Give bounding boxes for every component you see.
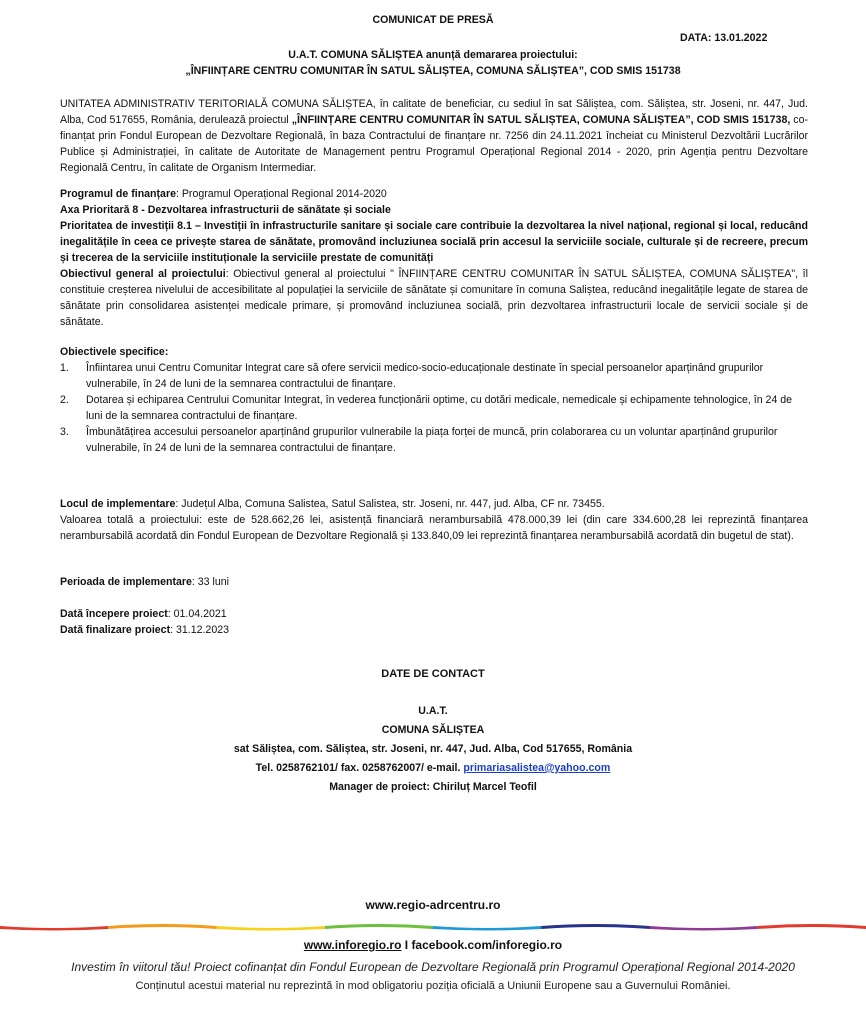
stripe-segment bbox=[108, 924, 216, 929]
period-label: Perioada de implementare bbox=[60, 576, 192, 588]
general-objective bbox=[60, 266, 808, 330]
implementation-place-value: : Județul Alba, Comuna Salistea, Satul Salistea, str. Joseni, nr. 447, jud. Alba, CF nr. 73455. bbox=[175, 498, 605, 510]
list-item bbox=[60, 392, 808, 424]
list-item-number: 1. bbox=[60, 362, 69, 374]
stripe-segment bbox=[433, 926, 541, 931]
footer-slogan: Investim în viitorul tău! Proiect cofinanțat din Fondul European de Dezvoltare Regională prin Programul Operațional Regional 2014-2020 bbox=[71, 960, 795, 974]
implementation-period bbox=[60, 574, 229, 590]
implementation-section bbox=[60, 496, 808, 544]
document-subtitle bbox=[0, 47, 866, 79]
footer-disclaimer: Conținutul acestui material nu reprezintă în mod obligatoriu poziția oficială a Uniunii Europene sau a Guvernului României. bbox=[135, 980, 731, 992]
general-objective-value: : Obiectivul general al proiectului " ÎNFIINȚARE CENTRU COMUNITAR ÎN SATUL SĂLIȘTEA, COMUNA SĂLIȘTEA", îl constituie creșterea nivelului de accesibilitate al populației la serviciile de sănătate și comunitare în comuna Saliștea, reducând inegalitățile legate de starea de sănătate prin consolidarea asistenței medicale primare, și promovând incluziunea socială, prin dezvoltarea infrastructurii locale de servicii sociale și de sănătate. bbox=[60, 268, 808, 328]
facebook-link[interactable]: facebook.com/inforegio.ro bbox=[411, 938, 563, 952]
list-item-text: Înfiintarea unui Centru Comunitar Integrat care să ofere servicii medico-socio-educaționale destinate în special persoanelor aparținând grupurilor vulnerabile, în 24 de luni de la semnarea contractului de finanțare. bbox=[86, 362, 764, 390]
specific-objectives bbox=[60, 344, 808, 456]
stripe-segment bbox=[541, 924, 649, 929]
subtitle-line-1: U.A.T. COMUNA SĂLIȘTEA anunță demararea proiectului: bbox=[288, 49, 578, 61]
subtitle-line-2: „ÎNFIINȚARE CENTRU COMUNITAR ÎN SATUL SĂLIȘTEA, COMUNA SĂLIȘTEA”, COD SMIS 151738 bbox=[185, 65, 681, 77]
intro-paragraph bbox=[60, 96, 808, 176]
document-title: COMUNICAT DE PRESĂ bbox=[372, 14, 494, 26]
inforegio-link[interactable]: www.inforegio.ro bbox=[303, 938, 402, 952]
contact-heading: DATE DE CONTACT bbox=[381, 668, 485, 680]
intro-text-2: co-finanțat prin Fondul European de Dezvoltare Regională, în baza Contractului de finanțare nr. 7256 din 24.11.2021 încheiat cu Ministerul Dezvoltării Lucrărilor Publice și Administrației, în calitate de Autoritate de Management pentru Programul Operațional Regional 2014 - 2020, prin Agenția pentru Dezvoltare Regională Centru, în calitate de Organism Intermediar. bbox=[60, 114, 808, 174]
color-stripe bbox=[0, 920, 866, 932]
specific-objectives-heading: Obiectivele specifice: bbox=[60, 346, 169, 358]
footer-links bbox=[0, 938, 866, 952]
list-item-text: Îmbunătățirea accesului persoanelor aparținând grupurilor vulnerabile la piața forței de muncă, prin colaborarea cu un voluntar aparținând grupurilor vulnerabile, în 24 de luni de la semnarea contractului de finanțare. bbox=[86, 426, 778, 454]
contact-address: sat Săliștea, com. Săliștea, str. Joseni, nr. 447, Jud. Alba, Cod 517655, România bbox=[233, 743, 633, 755]
footer-link-separator: I bbox=[401, 938, 412, 952]
contact-phone bbox=[0, 759, 866, 778]
end-date-label: Dată finalizare proiect bbox=[60, 624, 171, 636]
implementation-place-label: Locul de implementare bbox=[60, 498, 176, 510]
general-objective-label: Obiectivul general al proiectului bbox=[60, 268, 226, 280]
stripe-segment bbox=[0, 926, 108, 931]
start-date bbox=[60, 606, 229, 622]
project-value: Valoarea totală a proiectului: este de 528.662,26 lei, asistență financiară nerambursabilă 478.000,39 lei (din care 334.600,28 lei reprezintă finanțarea nerambursabilă acordată din Fondul European de Dezvoltare Regională și 133.840,09 lei reprezintă finanțarea nerambursabilă acordată din bugetul de stat). bbox=[60, 514, 808, 542]
end-date-value: : 31.12.2023 bbox=[170, 624, 230, 636]
program-section bbox=[60, 186, 808, 330]
start-date-label: Dată începere proiect bbox=[60, 608, 168, 620]
project-dates bbox=[60, 606, 229, 638]
contact-uat: U.A.T. bbox=[418, 705, 448, 717]
list-item-number: 3. bbox=[60, 426, 69, 438]
stripe-segment bbox=[325, 924, 433, 929]
implementation-place bbox=[60, 496, 808, 512]
program-label: Programul de finanțare bbox=[60, 188, 176, 200]
stripe-segment bbox=[650, 926, 758, 931]
end-date bbox=[60, 622, 229, 638]
email-link[interactable]: primariasalistea@yahoo.com bbox=[463, 762, 611, 774]
document-date: DATA: 13.01.2022 bbox=[680, 32, 768, 44]
priority-axis: Axa Prioritară 8 - Dezvoltarea infrastructurii de sănătate și sociale bbox=[60, 204, 391, 216]
stripe-segment bbox=[758, 924, 866, 929]
contact-phone-text: Tel. 0258762101/ fax. 0258762007/ e-mail. bbox=[255, 762, 464, 774]
period-value: : 33 luni bbox=[191, 576, 229, 588]
intro-text-1: UNITATEA ADMINISTRATIV TERITORIALĂ COMUNA SĂLIȘTEA, în calitate de beneficiar, cu sediul în sat Săliștea, com. Săliștea, str. Joseni, nr. 447, Jud. Alba, Cod 517655, România, derulează proiectul bbox=[60, 98, 808, 126]
investment-priority: Prioritatea de investiții 8.1 – Investiții în infrastructurile sanitare și sociale care contribuie la dezvoltarea la nivel național, regional și local, reducând inegalitățile în ceea ce privește starea de sănătate, promovând incluziunea socială prin accesul la serviciile sociale, culturale și de recreere, precum și trecerea de la serviciile instituționale la serviciile prestate de comunități bbox=[60, 220, 808, 264]
list-item bbox=[60, 360, 808, 392]
stripe-segment bbox=[217, 926, 325, 931]
specific-objectives-list bbox=[60, 360, 808, 456]
intro-project-name: „ÎNFIINȚARE CENTRU COMUNITAR ÎN SATUL SĂLIȘTEA, COMUNA SĂLIȘTEA”, COD SMIS 151738, bbox=[291, 114, 791, 126]
start-date-value: : 01.04.2021 bbox=[167, 608, 227, 620]
list-item-number: 2. bbox=[60, 394, 69, 406]
program-value: : Programul Operațional Regional 2014-2020 bbox=[175, 188, 387, 200]
contact-commune: COMUNA SĂLIȘTEA bbox=[381, 724, 485, 736]
list-item-text: Dotarea și echiparea Centrului Comunitar Integrat, în vederea funcționării optime, cu dotări medicale, nemedicale și echipamente tehnologice, în 24 de luni de la semnarea contractului de finanțare. bbox=[86, 394, 793, 422]
project-manager: Manager de proiect: Chiriluț Marcel Teofil bbox=[329, 781, 537, 793]
program-line bbox=[60, 186, 808, 202]
list-item bbox=[60, 424, 808, 456]
regio-adrcentru-link[interactable]: www.regio-adrcentru.ro bbox=[365, 898, 501, 912]
contact-block bbox=[0, 702, 866, 797]
